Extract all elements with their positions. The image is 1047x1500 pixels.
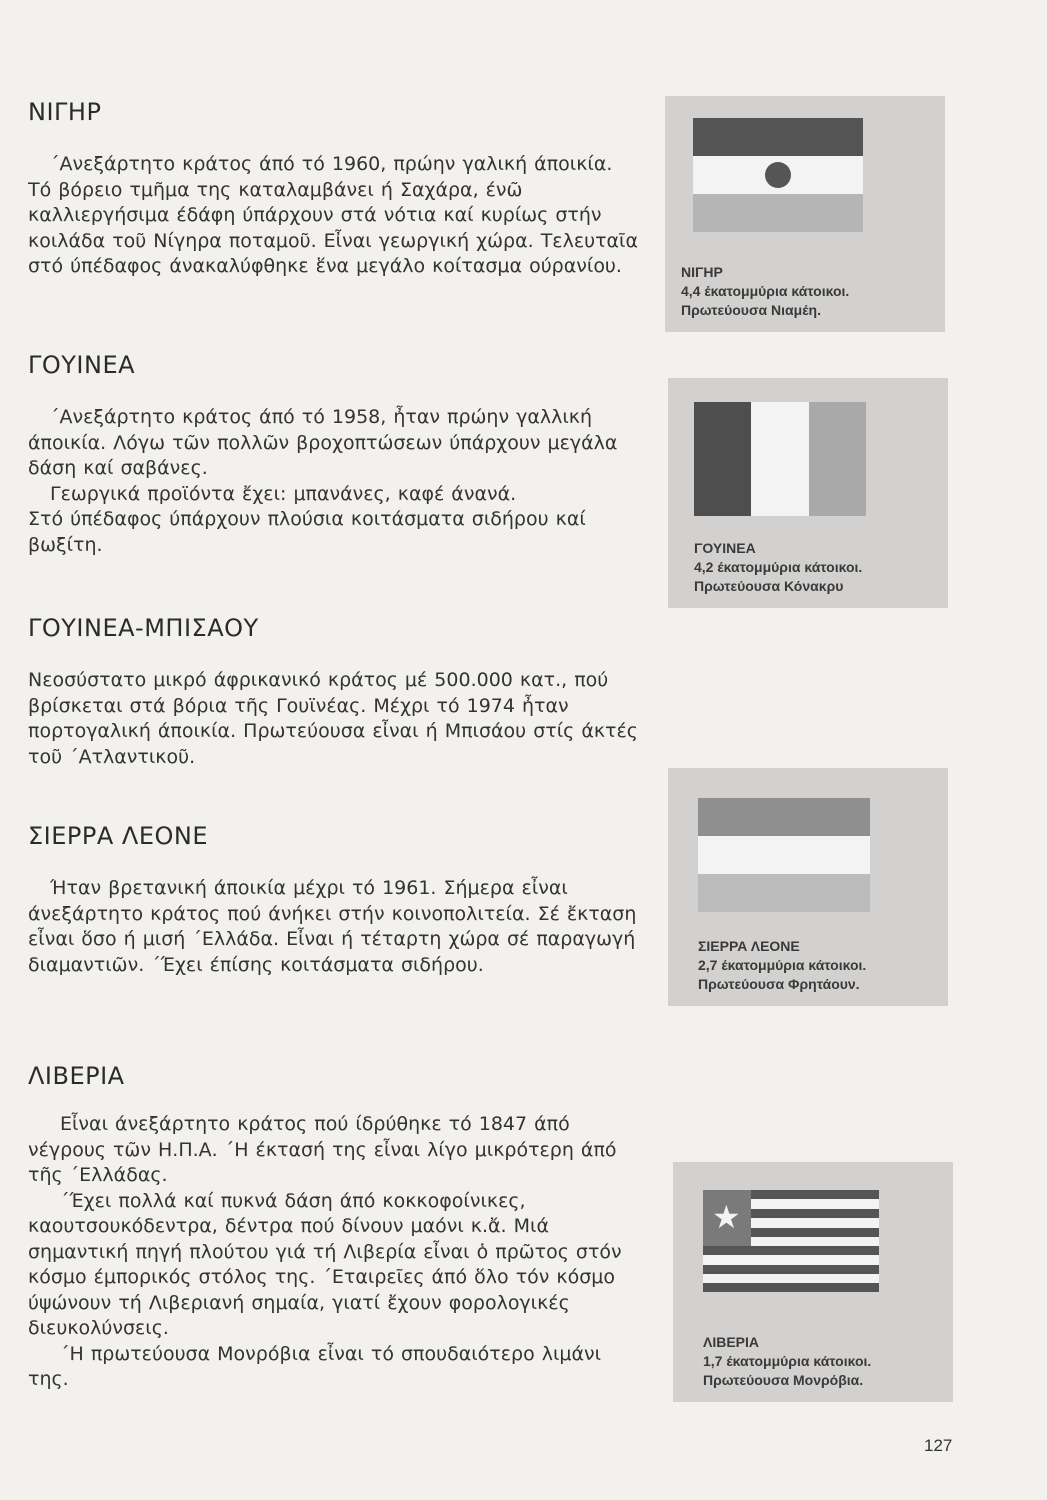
section-niger — [28, 98, 640, 280]
page-number: 127 — [924, 1436, 953, 1455]
section-guinea-bissau — [28, 614, 640, 770]
flag-stripe — [698, 798, 870, 836]
caption-population: 4,4 έκατομμύρια κάτοικοι. — [681, 283, 850, 299]
flag-stripe — [703, 1265, 879, 1274]
flag-caption — [703, 1333, 871, 1390]
flag-stripe — [703, 1274, 879, 1283]
caption-capital: Πρωτεύουσα Μονρόβια. — [703, 1372, 864, 1388]
section-title-guinea-bissau: ΓΟΥΙΝΕΑ-ΜΠΙΣΑΟΥ — [28, 614, 259, 642]
flag-stripe — [693, 194, 863, 232]
section-paragraph: ΄Έχει πολλά καί πυκνά δάση άπό κοκκοφοίνικες, καουτσουκόδεντρα, δέντρα πού δίνουν μαόνι κ.ἄ. Μιά σημαντική πηγή πλούτου γιά τή Λιβερία εἶναι ὁ πρῶτος στόν κόσμο έμπορικός στόλος της. ΄Εταιρεῖες άπό ὅλο τόν κόσμο ύψώνουν τή Λιβεριανή σημαία, γιατί ἔχουν φορολογικές διευκολύνσεις. — [28, 1189, 622, 1339]
section-liberia — [28, 1062, 640, 1393]
section-paragraph: Νεοσύστατο μικρό άφρικανικό κράτος μέ 500.000 κατ., πού βρίσκεται στά βόρια τῆς Γουϊνέας. Μέχρι τό 1974 ἦταν πορτογαλική άποικία. Πρωτεύουσα εἶναι ή Μπισάου στίς άκτές τοῦ ΄Ατλαντικοῦ. — [28, 669, 638, 768]
caption-capital: Πρωτεύουσα Φρητάουν. — [698, 976, 860, 992]
flag-card-liberia — [673, 1162, 953, 1402]
flag-liberia — [703, 1190, 879, 1292]
flag-caption — [681, 263, 849, 320]
section-paragraph: ΄Ανεξάρτητο κράτος άπό τό 1960, πρώην γαλική άποικία. Τό βόρειο τμῆμα της καταλαμβάνει ή Σαχάρα, ένῶ καλλιεργήσιμα έδάφη ύπάρχουν στά νότια καί κυρίως στήν κοιλάδα τοῦ Νίγηρα ποταμοῦ. Εἶναι γεωργική χώρα. Τελευταῖα στό ύπέδαφος άνακαλύφθηκε ἕνα μεγάλο κοίτασμα ούρανίου. — [28, 153, 638, 277]
section-sierra-leone — [28, 822, 640, 978]
flag-disc — [765, 162, 791, 188]
flag-caption — [698, 937, 866, 994]
flag-card-sierra-leone — [668, 768, 948, 1006]
caption-country: ΓΟΥΙΝΕΑ — [694, 540, 756, 556]
section-paragraph: Ήταν βρετανική άποικία μέχρι τό 1961. Σήμερα εἶναι άνεξάρτητο κράτος πού άνήκει στήν κοινοπολιτεία. Σέ ἔκταση εἶναι ὅσο ή μισή ΄Ελλάδα. Εἶναι ή τέταρτη χώρα σέ παραγωγή διαμαντιῶν. ΄Έχει έπίσης κοιτάσματα σιδήρου. — [28, 877, 637, 976]
flag-canton — [703, 1190, 751, 1246]
flag-stripe — [703, 1255, 879, 1265]
flag-stripe — [703, 1246, 879, 1255]
section-paragraph: Στό ύπέδαφος ύπάρχουν πλούσια κοιτάσματα σιδήρου καί βωξίτη. — [28, 508, 586, 556]
section-paragraph: Εἶναι άνεξάρτητο κράτος πού ίδρύθηκε τό 1847 άπό νέγρους τῶν Η.Π.Α. ΄Η έκτασή της εἶναι λίγο μικρότερη άπό τῆς ΄Ελλάδας. — [28, 1113, 617, 1186]
flag-niger — [693, 118, 863, 232]
section-guinea — [28, 351, 640, 558]
caption-capital: Πρωτεύουσα Νιαμέη. — [681, 302, 821, 318]
section-paragraph: ΄Η πρωτεύουσα Μονρόβια εἶναι τό σπουδαιότερο λιμάνι της. — [28, 1342, 602, 1390]
flag-stripe — [698, 874, 870, 912]
flag-card-niger — [665, 96, 945, 332]
section-title-sierra-leone: ΣΙΕΡΡΑ ΛΕΟΝΕ — [28, 822, 208, 850]
caption-country: ΣΙΕΡΡΑ ΛΕΟΝΕ — [698, 938, 800, 954]
section-title-guinea: ΓΟΥΙΝΕΑ — [28, 351, 136, 379]
flag-caption — [694, 539, 862, 596]
section-title-liberia: ΛΙΒΕΡΙΑ — [28, 1062, 125, 1090]
flag-stripe — [693, 118, 863, 156]
flag-card-guinea — [668, 378, 948, 608]
caption-population: 4,2 έκατομμύρια κάτοικοι. — [694, 559, 863, 575]
caption-country: ΛΙΒΕΡΙΑ — [703, 1334, 760, 1350]
flag-stripe — [751, 402, 809, 516]
caption-population: 1,7 έκατομμύρια κάτοικοι. — [703, 1353, 872, 1369]
flag-stripe — [694, 402, 751, 516]
flag-stripe — [698, 836, 870, 874]
flag-stripe — [703, 1283, 879, 1292]
section-paragraph: Γεωργικά προϊόντα ἔχει: μπανάνες, καφέ άνανά. — [50, 482, 517, 505]
section-title-niger: ΝΙΓΗΡ — [28, 98, 102, 126]
flag-stripe — [809, 402, 866, 516]
flag-guinea — [694, 402, 866, 516]
caption-capital: Πρωτεύουσα Κόνακρυ — [694, 578, 844, 594]
flag-sierra-leone — [698, 798, 870, 912]
section-paragraph: ΄Ανεξάρτητο κράτος άπό τό 1958, ἦταν πρώην γαλλική άποικία. Λόγω τῶν πολλῶν βροχοπτώσεων ύπάρχουν μεγάλα δάση καί σαβάνες. — [28, 406, 618, 479]
star-icon: ★ — [712, 1198, 741, 1236]
caption-country: ΝΙΓΗΡ — [681, 264, 723, 280]
caption-population: 2,7 έκατομμύρια κάτοικοι. — [698, 957, 867, 973]
